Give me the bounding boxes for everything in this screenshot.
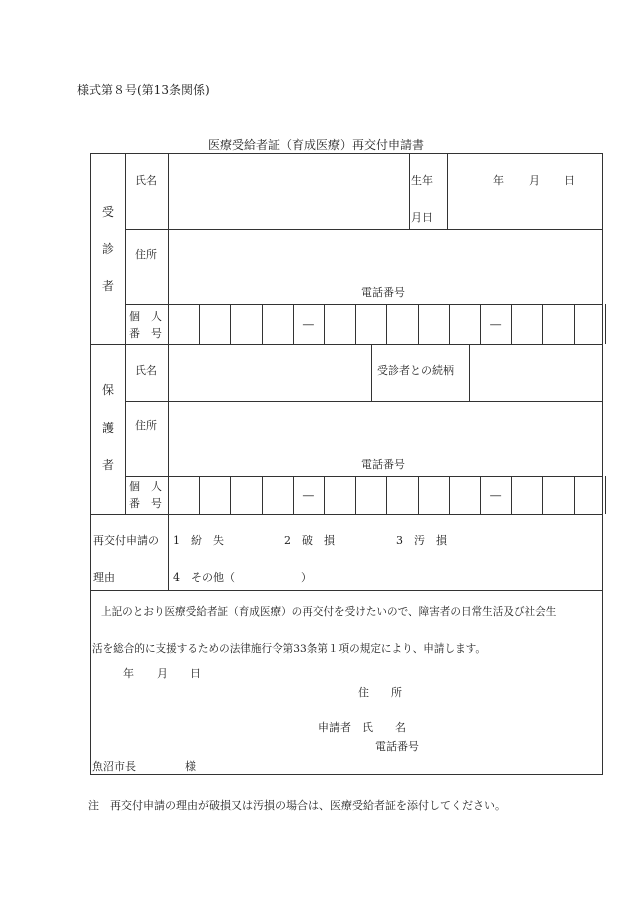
id-separator-dash: ― xyxy=(302,317,314,331)
guardian-id-label-2: 番 号 xyxy=(129,497,162,510)
id-digit-cell[interactable] xyxy=(511,476,542,514)
id-digit-cell[interactable] xyxy=(355,476,386,514)
applicant-name-label: 申請者 氏 名 xyxy=(318,721,406,734)
form-number: 様式第８号(第13条関係) xyxy=(77,83,210,97)
patient-id-label-1: 個 人 xyxy=(129,310,162,323)
guardian-phone-label: 電話番号 xyxy=(361,458,405,471)
addressee-honorific: 様 xyxy=(185,760,196,773)
divider xyxy=(125,229,603,230)
id-digit-cell[interactable] xyxy=(230,476,261,514)
divider xyxy=(447,154,448,229)
patient-section-char: 受 xyxy=(102,205,115,219)
guardian-section-char: 護 xyxy=(102,421,115,435)
birth-day-label: 日 xyxy=(564,174,575,187)
guardian-name-label: 氏名 xyxy=(135,364,157,377)
id-digit-cell[interactable] xyxy=(386,476,417,514)
id-cell-divider xyxy=(605,476,606,514)
divider xyxy=(125,401,603,402)
footnote: 注 再交付申請の理由が破損又は汚損の場合は、医療受給者証を添付してください。 xyxy=(88,799,506,812)
reason-option-lost: 1 紛 失 xyxy=(173,534,224,547)
statement-line-1: 上記のとおり医療受給者証（育成医療）の再交付を受けたいので、障害者の日常生活及び社会生 xyxy=(101,606,557,618)
reason-option-damaged: 2 破 損 xyxy=(284,534,335,547)
divider xyxy=(371,344,372,401)
guardian-id-label-1: 個 人 xyxy=(129,480,162,493)
id-cell-divider xyxy=(605,304,606,344)
form-title: 医療受給者証（育成医療）再交付申請書 xyxy=(208,138,425,152)
divider xyxy=(168,344,169,476)
id-digit-cell[interactable] xyxy=(574,304,605,344)
patient-address-label: 住所 xyxy=(135,248,157,261)
id-digit-cell[interactable] xyxy=(199,476,230,514)
patient-birth-label-2: 月日 xyxy=(411,211,433,224)
reason-option-soiled: 3 汚 損 xyxy=(396,534,447,547)
id-digit-cell[interactable] xyxy=(324,476,355,514)
patient-id-label-2: 番 号 xyxy=(129,327,162,340)
application-form xyxy=(90,153,603,775)
date-month-label: 月 xyxy=(157,667,168,680)
divider xyxy=(168,514,169,590)
addressee: 魚沼市長 xyxy=(92,760,136,773)
guardian-relation-label: 受診者との続柄 xyxy=(377,364,454,377)
id-separator-dash: ― xyxy=(302,488,314,502)
reason-label-2: 理由 xyxy=(93,571,115,584)
id-digit-cell[interactable] xyxy=(355,304,386,344)
reason-option-other: 4 その他（ ） xyxy=(173,571,312,584)
id-digit-cell[interactable] xyxy=(324,304,355,344)
patient-name-label: 氏名 xyxy=(135,174,157,187)
patient-phone-label: 電話番号 xyxy=(361,286,405,299)
applicant-phone-label: 電話番号 xyxy=(375,740,419,753)
date-day-label: 日 xyxy=(190,667,201,680)
id-digit-cell[interactable] xyxy=(418,476,449,514)
id-digit-cell[interactable] xyxy=(168,476,199,514)
divider xyxy=(469,344,470,401)
id-digit-cell[interactable] xyxy=(199,304,230,344)
divider xyxy=(168,154,169,304)
applicant-address-label: 住 所 xyxy=(358,686,402,699)
id-separator-dash: ― xyxy=(490,317,502,331)
patient-section-char: 者 xyxy=(102,279,115,293)
id-digit-cell[interactable] xyxy=(542,476,573,514)
birth-year-label: 年 xyxy=(493,174,504,187)
id-digit-cell[interactable] xyxy=(418,304,449,344)
id-digit-cell[interactable] xyxy=(511,304,542,344)
divider xyxy=(125,154,126,514)
birth-month-label: 月 xyxy=(529,174,540,187)
id-digit-cell[interactable] xyxy=(449,304,480,344)
id-digit-cell[interactable] xyxy=(449,476,480,514)
id-digit-cell[interactable] xyxy=(262,476,293,514)
guardian-section-char: 者 xyxy=(102,458,115,472)
reason-label-1: 再交付申請の xyxy=(93,534,159,547)
patient-section-char: 診 xyxy=(102,242,115,256)
date-year-label: 年 xyxy=(123,667,134,680)
statement-line-2: 活を総合的に支援するための法律施行令第33条第１項の規定により、申請します。 xyxy=(92,643,487,655)
id-digit-cell[interactable] xyxy=(386,304,417,344)
divider xyxy=(91,590,603,591)
id-digit-cell[interactable] xyxy=(574,476,605,514)
id-separator-dash: ― xyxy=(490,488,502,502)
id-digit-cell[interactable] xyxy=(168,304,199,344)
divider xyxy=(409,154,410,229)
patient-birth-label-1: 生年 xyxy=(411,174,433,187)
id-digit-cell[interactable] xyxy=(542,304,573,344)
id-digit-cell[interactable] xyxy=(262,304,293,344)
guardian-section-char: 保 xyxy=(102,383,115,397)
id-digit-cell[interactable] xyxy=(230,304,261,344)
guardian-address-label: 住所 xyxy=(135,419,157,432)
